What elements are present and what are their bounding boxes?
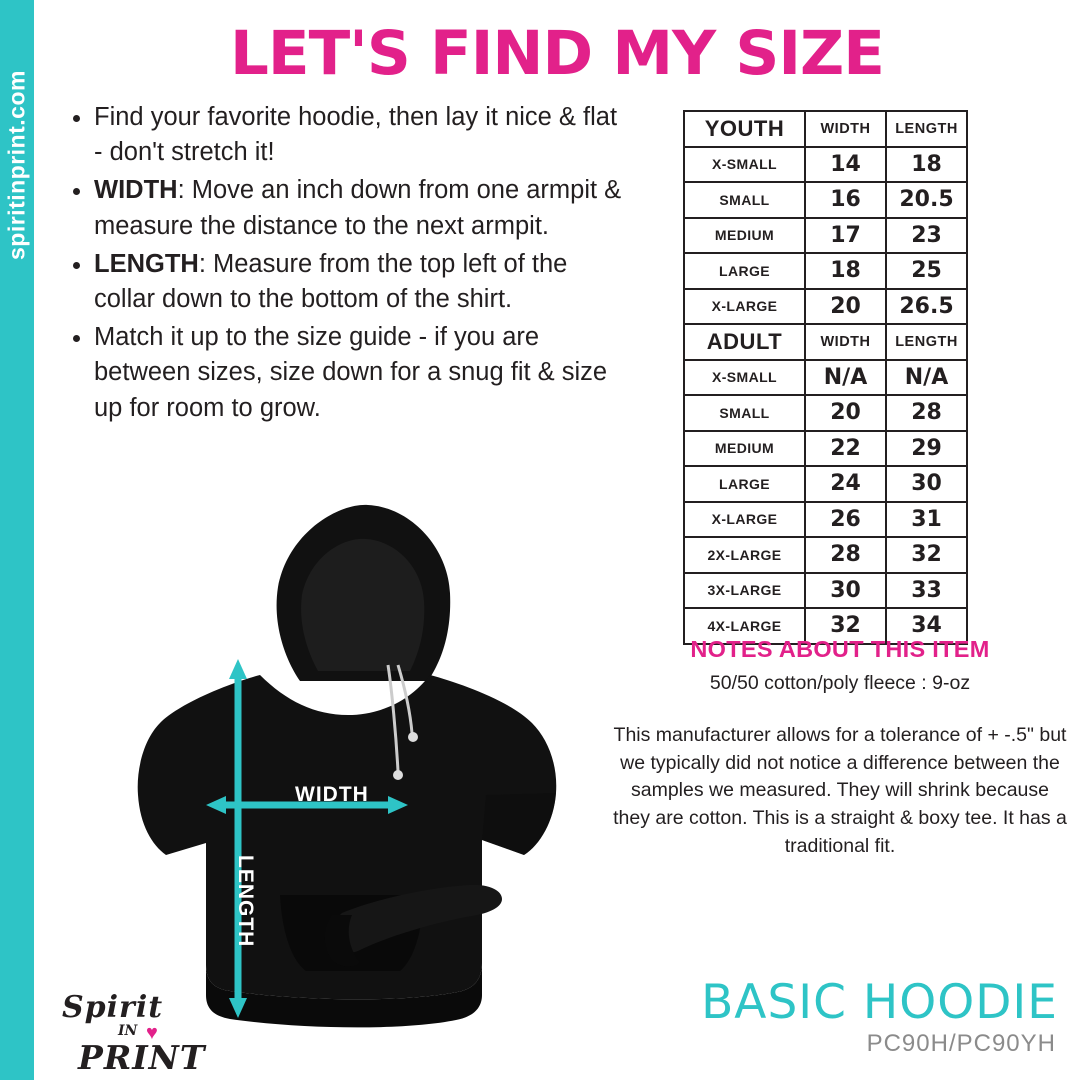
sidebar-brand-bar xyxy=(0,0,34,1080)
row-size: SMALL xyxy=(684,395,805,431)
row-length: 18 xyxy=(886,147,967,183)
table-row xyxy=(684,147,967,183)
header-category: YOUTH xyxy=(684,111,805,147)
table-row xyxy=(684,502,967,538)
row-width: N/A xyxy=(805,360,886,396)
row-length: N/A xyxy=(886,360,967,396)
row-size: X-SMALL xyxy=(684,360,805,396)
header-length: LENGTH xyxy=(886,111,967,147)
row-size: 3X-LARGE xyxy=(684,573,805,609)
header-category: ADULT xyxy=(684,324,805,360)
brand-line-1: Spirit xyxy=(62,990,164,1025)
row-width: 24 xyxy=(805,466,886,502)
row-length: 33 xyxy=(886,573,967,609)
instruction-text: : Measure from the top left of the collar down to the bottom of the shirt. xyxy=(94,249,568,313)
table-row xyxy=(684,182,967,218)
row-width: 32 xyxy=(805,608,886,644)
page-title: LET'S FIND MY SIZE xyxy=(230,18,884,89)
row-width: 30 xyxy=(805,573,886,609)
notes-heading: NOTES ABOUT THIS ITEM xyxy=(690,636,990,662)
row-width: 28 xyxy=(805,537,886,573)
notes-body: This manufacturer allows for a tolerance of + -.5" but we typically did not notice a difference between the samples we measured. They will shrink because they are cotton. This is a straight & boxy tee. It has a traditional fit. xyxy=(613,724,1067,857)
list-item xyxy=(94,100,622,170)
row-size: LARGE xyxy=(684,466,805,502)
row-size: X-LARGE xyxy=(684,502,805,538)
row-width: 16 xyxy=(805,182,886,218)
row-width: 17 xyxy=(805,218,886,254)
row-width: 20 xyxy=(805,395,886,431)
table-header-adult xyxy=(684,324,967,360)
size-chart-table xyxy=(683,110,960,645)
notes-material: 50/50 cotton/poly fleece : 9-oz xyxy=(709,672,971,694)
website-url: spiritinprint.com xyxy=(3,70,30,260)
table-row xyxy=(684,360,967,396)
row-length: 23 xyxy=(886,218,967,254)
row-size: SMALL xyxy=(684,182,805,218)
row-length: 32 xyxy=(886,537,967,573)
brand-logo xyxy=(62,990,252,1077)
header-width: WIDTH xyxy=(805,324,886,360)
row-length: 31 xyxy=(886,502,967,538)
row-width: 20 xyxy=(805,289,886,325)
list-item xyxy=(94,320,622,426)
row-width: 14 xyxy=(805,147,886,183)
brand-line-2: IN xyxy=(118,1023,138,1039)
table-header-youth xyxy=(684,111,967,147)
row-length: 25 xyxy=(886,253,967,289)
table-row xyxy=(684,218,967,254)
list-item xyxy=(94,173,622,243)
row-width: 22 xyxy=(805,431,886,467)
instruction-text: Match it up to the size guide - if you are between sizes, size down for a snug fit & size up for room to grow. xyxy=(94,323,608,422)
row-length: 28 xyxy=(886,395,967,431)
instructions-list xyxy=(62,100,622,429)
row-size: LARGE xyxy=(684,253,805,289)
row-length: 20.5 xyxy=(886,182,967,218)
row-size: X-SMALL xyxy=(684,147,805,183)
row-length: 29 xyxy=(886,431,967,467)
hoodie-illustration xyxy=(110,495,590,1040)
list-item xyxy=(94,247,622,317)
row-size: MEDIUM xyxy=(684,431,805,467)
row-length: 26.5 xyxy=(886,289,967,325)
row-length: 30 xyxy=(886,466,967,502)
instruction-text: : Move an inch down from one armpit & measure the distance to the next armpit. xyxy=(94,176,622,240)
row-size: 2X-LARGE xyxy=(684,537,805,573)
header-length: LENGTH xyxy=(886,324,967,360)
row-length: 34 xyxy=(886,608,967,644)
product-name: BASIC HOODIE xyxy=(701,975,1058,1030)
row-width: 18 xyxy=(805,253,886,289)
width-label: WIDTH xyxy=(295,783,369,806)
product-sku: PC90H/PC90YH xyxy=(866,1030,1056,1057)
length-label: LENGTH xyxy=(234,855,257,948)
row-size: X-LARGE xyxy=(684,289,805,325)
row-size: 4X-LARGE xyxy=(684,608,805,644)
table-row xyxy=(684,431,967,467)
table-row xyxy=(684,537,967,573)
header-width: WIDTH xyxy=(805,111,886,147)
instruction-keyword: WIDTH xyxy=(94,176,178,205)
table-row xyxy=(684,289,967,325)
instruction-text: Find your favorite hoodie, then lay it nice & flat - don't stretch it! xyxy=(94,103,618,167)
table-row xyxy=(684,253,967,289)
heart-icon: ♥ xyxy=(146,1022,158,1044)
table-row xyxy=(684,573,967,609)
table-row xyxy=(684,466,967,502)
brand-line-3: PRINT xyxy=(78,1038,206,1077)
row-size: MEDIUM xyxy=(684,218,805,254)
row-width: 26 xyxy=(805,502,886,538)
instruction-keyword: LENGTH xyxy=(94,249,199,278)
table-row xyxy=(684,395,967,431)
